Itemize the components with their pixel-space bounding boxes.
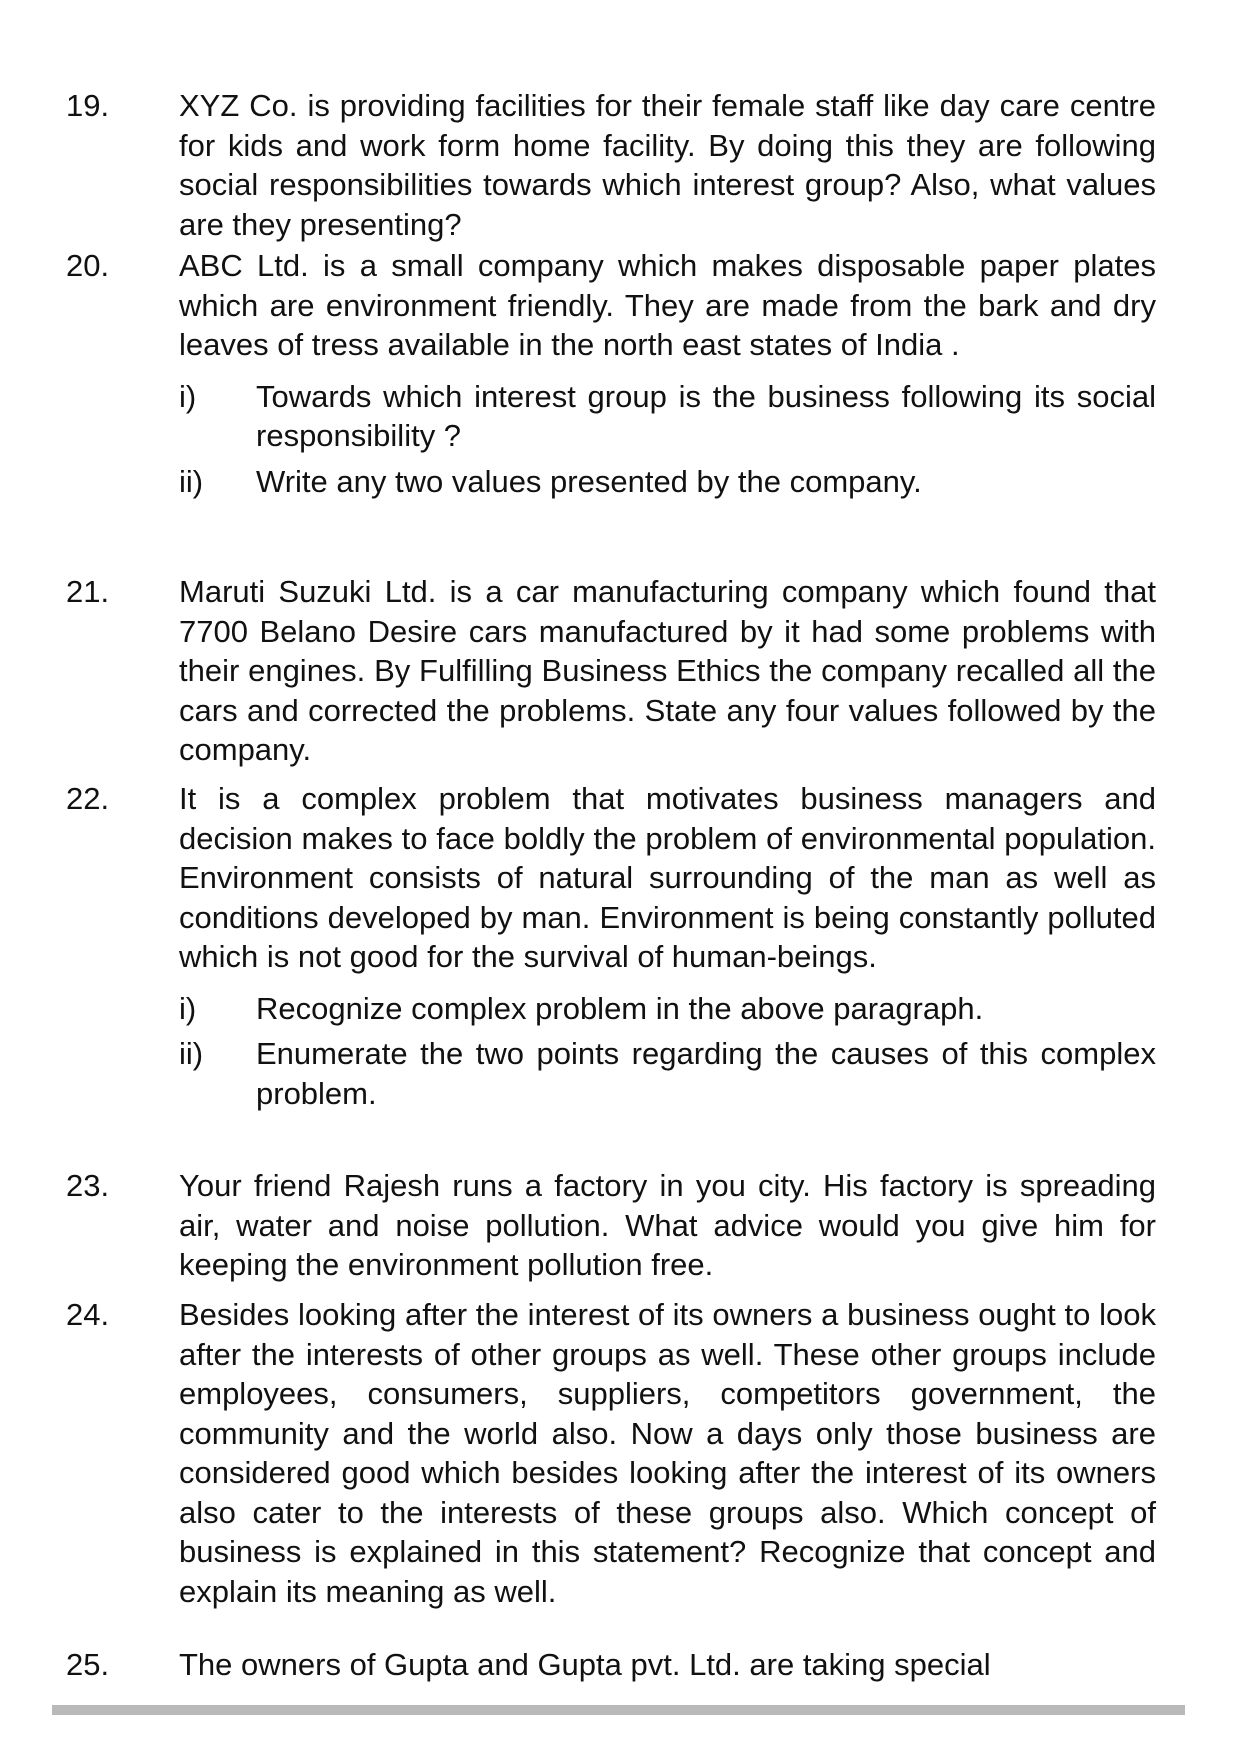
sub-question-i — [179, 989, 1156, 1029]
sub-question-text: Recognize complex problem in the above paragraph. — [256, 990, 984, 1026]
question-21 — [66, 572, 1156, 770]
sub-question-label: i) — [179, 990, 197, 1026]
question-20 — [66, 246, 1156, 501]
page-bottom-rule — [52, 1705, 1185, 1715]
question-23 — [66, 1166, 1156, 1285]
question-number: 23. — [66, 1168, 110, 1203]
question-25 — [66, 1645, 1156, 1685]
question-text: It is a complex problem that motivates business managers and decision makes to face boldly the problem of environmental population. Environment consists of natural surrounding of the man as well as conditions developed by man. Environment is being constantly polluted which is not good for the survival of human-beings. — [179, 781, 1156, 974]
question-number: 22. — [66, 781, 110, 816]
question-text: Your friend Rajesh runs a factory in you city. His factory is spreading air, water and noise pollution. What advice would you give him for keeping the environment pollution free. — [179, 1168, 1156, 1282]
question-text: Besides looking after the interest of its owners a business ought to look after the interests of other groups as well. These other groups include employees, consumers, suppliers, competitors government, the community and the world also. Now a days only those business are considered good which besides looking after the interest of its owners also cater to the interests of these groups also. Which concept of business is explained in this statement? Recognize that concept and explain its meaning as well. — [179, 1297, 1156, 1609]
question-22 — [66, 779, 1156, 1113]
sub-question-label: ii) — [179, 463, 204, 499]
sub-question-label: i) — [179, 378, 197, 414]
question-text: XYZ Co. is providing facilities for their female staff like day care centre for kids and work form home facility. By doing this they are following social responsibilities towards which interest group? Also, what values are they presenting? — [179, 88, 1156, 242]
question-number: 20. — [66, 248, 110, 283]
sub-question-text: Write any two values presented by the company. — [256, 463, 922, 499]
sub-question-text: Towards which interest group is the business following its social responsibility ? — [256, 378, 1156, 453]
question-number: 25. — [66, 1647, 110, 1682]
sub-question-i — [179, 377, 1156, 456]
question-text: ABC Ltd. is a small company which makes disposable paper plates which are environment friendly. They are made from the bark and dry leaves of tress available in the north east states of India . — [179, 248, 1156, 362]
question-number: 19. — [66, 88, 110, 123]
question-19 — [66, 86, 1156, 244]
question-number: 21. — [66, 574, 110, 609]
sub-question-label: ii) — [179, 1036, 204, 1071]
question-24 — [66, 1295, 1156, 1611]
question-text: The owners of Gupta and Gupta pvt. Ltd. are taking special — [179, 1647, 991, 1682]
question-number: 24. — [66, 1297, 110, 1332]
question-text: Maruti Suzuki Ltd. is a car manufacturing company which found that 7700 Belano Desire cars manufactured by it had some problems with their engines. By Fulfilling Business Ethics the company recalled all the cars and corrected the problems. State any four values followed by the company. — [179, 574, 1156, 767]
sub-question-ii — [179, 462, 1156, 502]
sub-question-text: Enumerate the two points regarding the causes of this complex problem. — [256, 1036, 1156, 1111]
sub-question-ii — [179, 1034, 1156, 1113]
